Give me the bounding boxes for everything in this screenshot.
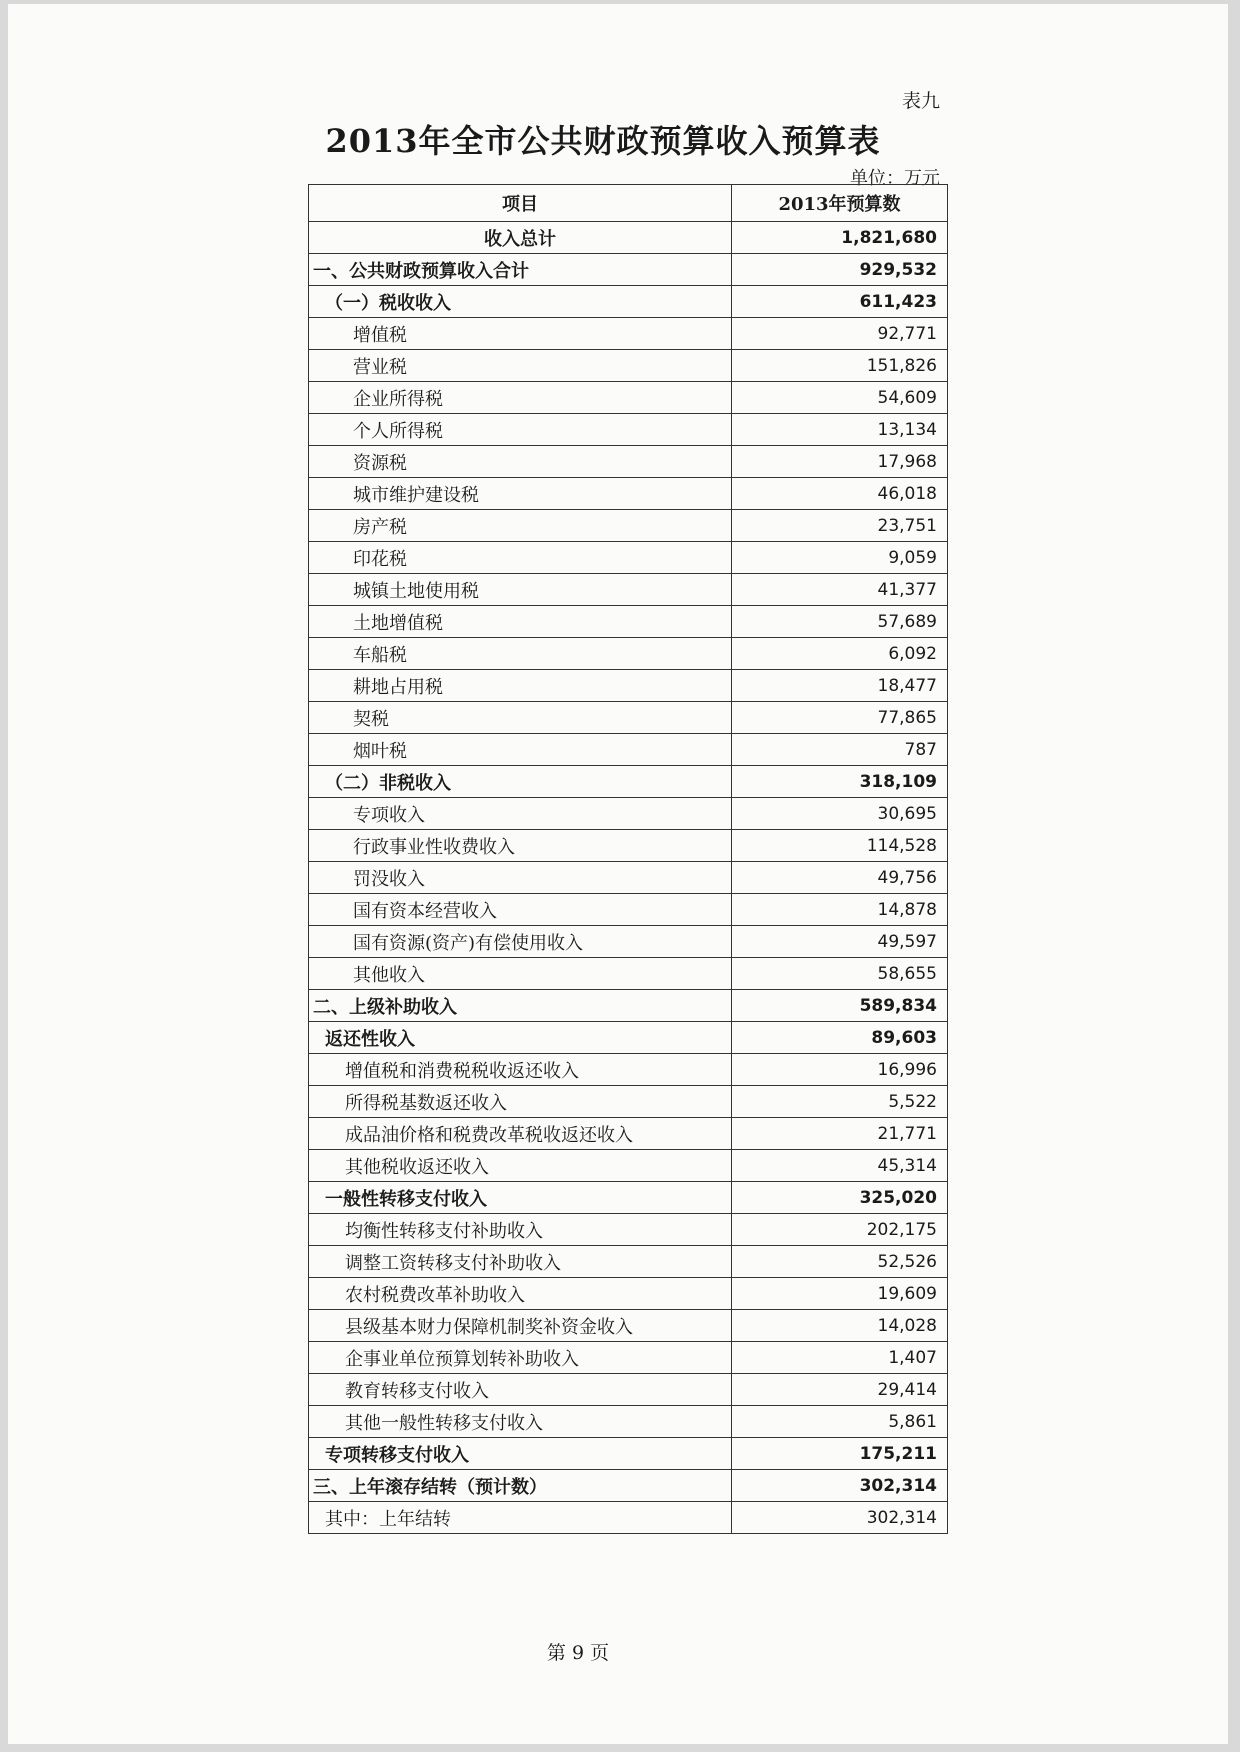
row-label: 一般性转移支付收入 xyxy=(309,1182,732,1214)
row-value: 114,528 xyxy=(732,830,948,862)
budget-table xyxy=(308,184,948,1534)
row-label: 专项转移支付收入 xyxy=(309,1438,732,1470)
row-label: 耕地占用税 xyxy=(309,670,732,702)
page-title: 2013年全市公共财政预算收入预算表 xyxy=(325,122,881,160)
row-value: 54,609 xyxy=(732,382,948,414)
row-value: 589,834 xyxy=(732,990,948,1022)
table-row xyxy=(309,1182,948,1214)
table-row xyxy=(309,958,948,990)
row-value: 49,756 xyxy=(732,862,948,894)
table-row xyxy=(309,862,948,894)
row-value: 30,695 xyxy=(732,798,948,830)
row-value: 9,059 xyxy=(732,542,948,574)
table-row xyxy=(309,734,948,766)
row-value: 5,522 xyxy=(732,1086,948,1118)
row-label: 罚没收入 xyxy=(309,862,732,894)
row-value: 23,751 xyxy=(732,510,948,542)
table-row xyxy=(309,254,948,286)
row-label: 房产税 xyxy=(309,510,732,542)
row-value: 202,175 xyxy=(732,1214,948,1246)
table-row xyxy=(309,318,948,350)
row-label: 成品油价格和税费改革税收返还收入 xyxy=(309,1118,732,1150)
row-value: 787 xyxy=(732,734,948,766)
row-value: 58,655 xyxy=(732,958,948,990)
table-row xyxy=(309,1502,948,1534)
row-value: 1,821,680 xyxy=(732,222,948,254)
row-label: 资源税 xyxy=(309,446,732,478)
row-label: 县级基本财力保障机制奖补资金收入 xyxy=(309,1310,732,1342)
row-label: 专项收入 xyxy=(309,798,732,830)
row-label: 返还性收入 xyxy=(309,1022,732,1054)
table-row xyxy=(309,478,948,510)
row-label: 均衡性转移支付补助收入 xyxy=(309,1214,732,1246)
row-label: 其他一般性转移支付收入 xyxy=(309,1406,732,1438)
table-row xyxy=(309,574,948,606)
table-body xyxy=(309,222,948,1534)
row-value: 151,826 xyxy=(732,350,948,382)
table-row xyxy=(309,1054,948,1086)
row-value: 6,092 xyxy=(732,638,948,670)
table-row xyxy=(309,798,948,830)
row-value: 5,861 xyxy=(732,1406,948,1438)
row-label: 教育转移支付收入 xyxy=(309,1374,732,1406)
row-value: 45,314 xyxy=(732,1150,948,1182)
column-header-item: 项目 xyxy=(309,185,732,222)
row-label: 其他收入 xyxy=(309,958,732,990)
table-row xyxy=(309,1246,948,1278)
table-header-row xyxy=(309,185,948,222)
table-row xyxy=(309,926,948,958)
row-label: 其他税收返还收入 xyxy=(309,1150,732,1182)
table-row xyxy=(309,382,948,414)
table-row xyxy=(309,990,948,1022)
row-value: 89,603 xyxy=(732,1022,948,1054)
row-value: 13,134 xyxy=(732,414,948,446)
row-value: 17,968 xyxy=(732,446,948,478)
table-row xyxy=(309,894,948,926)
row-label: 国有资本经营收入 xyxy=(309,894,732,926)
row-label: 印花税 xyxy=(309,542,732,574)
page-number: 第 9 页 xyxy=(546,1642,610,1664)
row-value: 175,211 xyxy=(732,1438,948,1470)
row-value: 77,865 xyxy=(732,702,948,734)
row-label: （一）税收收入 xyxy=(309,286,732,318)
table-row xyxy=(309,766,948,798)
row-value: 1,407 xyxy=(732,1342,948,1374)
row-label: 城镇土地使用税 xyxy=(309,574,732,606)
row-value: 21,771 xyxy=(732,1118,948,1150)
row-label: 收入总计 xyxy=(309,222,732,254)
row-label: 国有资源(资产)有偿使用收入 xyxy=(309,926,732,958)
table-row xyxy=(309,1374,948,1406)
row-value: 14,878 xyxy=(732,894,948,926)
row-label: 二、上级补助收入 xyxy=(309,990,732,1022)
row-label: 企业所得税 xyxy=(309,382,732,414)
row-value: 41,377 xyxy=(732,574,948,606)
row-value: 46,018 xyxy=(732,478,948,510)
row-label: 行政事业性收费收入 xyxy=(309,830,732,862)
document-page xyxy=(8,4,1228,1744)
row-value: 302,314 xyxy=(732,1470,948,1502)
row-value: 14,028 xyxy=(732,1310,948,1342)
table-row xyxy=(309,1022,948,1054)
row-label: 车船税 xyxy=(309,638,732,670)
row-label: 三、上年滚存结转（预计数） xyxy=(309,1470,732,1502)
row-label: 个人所得税 xyxy=(309,414,732,446)
row-label: 烟叶税 xyxy=(309,734,732,766)
table-row xyxy=(309,702,948,734)
row-label: 调整工资转移支付补助收入 xyxy=(309,1246,732,1278)
table-row xyxy=(309,286,948,318)
row-value: 929,532 xyxy=(732,254,948,286)
row-value: 92,771 xyxy=(732,318,948,350)
table-row xyxy=(309,1150,948,1182)
row-value: 16,996 xyxy=(732,1054,948,1086)
row-value: 57,689 xyxy=(732,606,948,638)
table-row xyxy=(309,1086,948,1118)
row-value: 318,109 xyxy=(732,766,948,798)
table-row xyxy=(309,1278,948,1310)
table-row xyxy=(309,1406,948,1438)
table-row xyxy=(309,1310,948,1342)
row-label: 契税 xyxy=(309,702,732,734)
table-row xyxy=(309,350,948,382)
unit-label: 单位：万元 xyxy=(850,168,940,189)
table-row xyxy=(309,1470,948,1502)
column-header-budget: 2013年预算数 xyxy=(732,185,948,222)
row-label: 城市维护建设税 xyxy=(309,478,732,510)
table-row xyxy=(309,414,948,446)
row-value: 29,414 xyxy=(732,1374,948,1406)
row-label: 营业税 xyxy=(309,350,732,382)
row-label: 增值税和消费税税收返还收入 xyxy=(309,1054,732,1086)
table-row xyxy=(309,542,948,574)
row-value: 302,314 xyxy=(732,1502,948,1534)
table-number: 表九 xyxy=(901,90,940,112)
row-value: 19,609 xyxy=(732,1278,948,1310)
table-row xyxy=(309,1118,948,1150)
row-value: 611,423 xyxy=(732,286,948,318)
table-row xyxy=(309,606,948,638)
row-value: 18,477 xyxy=(732,670,948,702)
row-value: 52,526 xyxy=(732,1246,948,1278)
row-label: （二）非税收入 xyxy=(309,766,732,798)
row-label: 土地增值税 xyxy=(309,606,732,638)
row-value: 49,597 xyxy=(732,926,948,958)
table-row xyxy=(309,1214,948,1246)
table-row xyxy=(309,1438,948,1470)
row-label: 农村税费改革补助收入 xyxy=(309,1278,732,1310)
table-row xyxy=(309,446,948,478)
row-value: 325,020 xyxy=(732,1182,948,1214)
table-row xyxy=(309,638,948,670)
row-label: 企事业单位预算划转补助收入 xyxy=(309,1342,732,1374)
row-label: 其中：上年结转 xyxy=(309,1502,732,1534)
table-row xyxy=(309,510,948,542)
row-label: 增值税 xyxy=(309,318,732,350)
table-row xyxy=(309,1342,948,1374)
row-label: 一、公共财政预算收入合计 xyxy=(309,254,732,286)
row-label: 所得税基数返还收入 xyxy=(309,1086,732,1118)
table-row xyxy=(309,830,948,862)
table-row xyxy=(309,222,948,254)
table-row xyxy=(309,670,948,702)
